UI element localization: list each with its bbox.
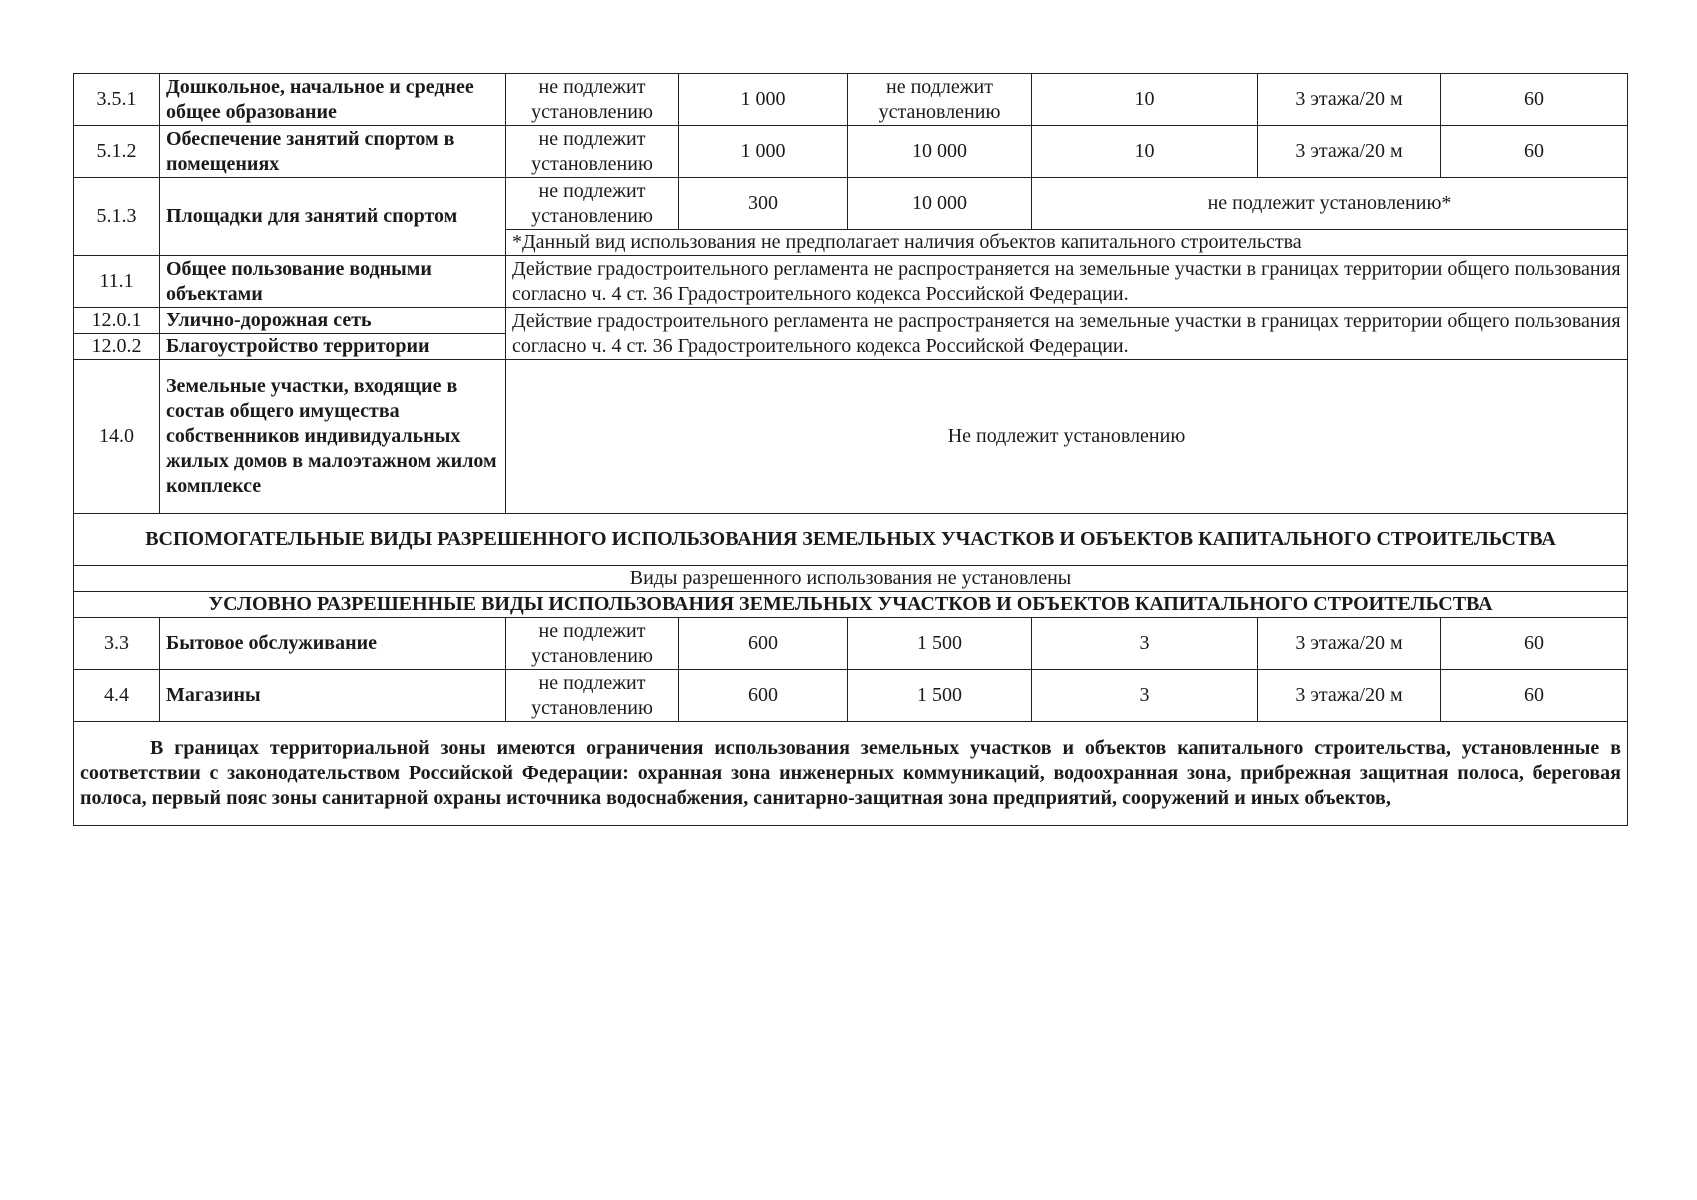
section-header-row <box>74 514 1628 566</box>
name-cell: Дошкольное, начальное и среднее общее образование <box>160 74 506 126</box>
height-cell: 3 этажа/20 м <box>1258 670 1441 722</box>
min-area-a-cell: не подлежит установлению <box>506 74 679 126</box>
min-area-a-cell: не подлежит установлению <box>506 178 679 230</box>
max-area-cell: 10 000 <box>848 126 1032 178</box>
table-row <box>74 360 1628 514</box>
min-area-cell: 600 <box>679 670 848 722</box>
coverage-cell: 60 <box>1441 74 1628 126</box>
table-row <box>74 618 1628 670</box>
name-cell: Площадки для занятий спортом <box>160 178 506 256</box>
table-row <box>74 74 1628 126</box>
code-cell: 5.1.3 <box>74 178 160 256</box>
restrictions-text: В границах территориальной зоны имеются ограничения использования земельных участков и объектов капитального строительства, установленные в соответствии с законодательством Российской Федерации: охранная зона инженерных коммуникаций, водоохранная зона, прибрежная защитная полоса, береговая полоса, первый пояс зоны санитарной охраны источника водоснабжения, санитарно-защитная зона предприятий, сооружений и иных объектов, <box>74 722 1628 826</box>
table-row <box>74 566 1628 592</box>
table-row <box>74 126 1628 178</box>
table-row <box>74 670 1628 722</box>
name-cell: Улично-дорожная сеть <box>160 308 506 334</box>
min-area-a-cell: не подлежит установлению <box>506 126 679 178</box>
name-cell: Бытовое обслуживание <box>160 618 506 670</box>
max-area-cell: 10 000 <box>848 178 1032 230</box>
code-cell: 12.0.2 <box>74 334 160 360</box>
coverage-cell: 60 <box>1441 670 1628 722</box>
min-area-cell: 600 <box>679 618 848 670</box>
code-cell: 14.0 <box>74 360 160 514</box>
code-cell: 3.5.1 <box>74 74 160 126</box>
name-cell: Магазины <box>160 670 506 722</box>
coverage-cell: 60 <box>1441 126 1628 178</box>
auxiliary-note-cell: Виды разрешенного использования не установлены <box>74 566 1628 592</box>
code-cell: 5.1.2 <box>74 126 160 178</box>
name-cell: Благоустройство территории <box>160 334 506 360</box>
regulation-text-cell: Действие градостроительного регламента не распространяется на земельные участки в границах территории общего пользования согласно ч. 4 ст. 36 Градостроительного кодекса Российской Федерации. <box>506 308 1628 360</box>
name-cell: Обеспечение занятий спортом в помещениях <box>160 126 506 178</box>
min-area-a-cell: не подлежит установлению <box>506 618 679 670</box>
code-cell: 12.0.1 <box>74 308 160 334</box>
indent-cell: 10 <box>1032 74 1258 126</box>
regulation-text-cell: Действие градостроительного регламента не распространяется на земельные участки в границах территории общего пользования согласно ч. 4 ст. 36 Градостроительного кодекса Российской Федерации. <box>506 256 1628 308</box>
min-area-cell: 1 000 <box>679 126 848 178</box>
section-heading-auxiliary: ВСПОМОГАТЕЛЬНЫЕ ВИДЫ РАЗРЕШЕННОГО ИСПОЛЬЗОВАНИЯ ЗЕМЕЛЬНЫХ УЧАСТКОВ И ОБЪЕКТОВ КАПИТАЛЬНОГО СТРОИТЕЛЬСТВА <box>74 514 1628 566</box>
table-row <box>74 178 1628 230</box>
max-area-cell: не подлежит установлению <box>848 74 1032 126</box>
coverage-cell: 60 <box>1441 618 1628 670</box>
indent-cell: 3 <box>1032 670 1258 722</box>
code-cell: 11.1 <box>74 256 160 308</box>
height-cell: 3 этажа/20 м <box>1258 126 1441 178</box>
section-heading-conditional: УСЛОВНО РАЗРЕШЕННЫЕ ВИДЫ ИСПОЛЬЗОВАНИЯ ЗЕМЕЛЬНЫХ УЧАСТКОВ И ОБЪЕКТОВ КАПИТАЛЬНОГО СТРОИТЕЛЬСТВА <box>74 592 1628 618</box>
section-header-row <box>74 592 1628 618</box>
name-cell: Общее пользование водными объектами <box>160 256 506 308</box>
indent-cell: 10 <box>1032 126 1258 178</box>
min-area-a-cell: не подлежит установлению <box>506 670 679 722</box>
not-established-cell: Не подлежит установлению <box>506 360 1628 514</box>
table-row <box>74 256 1628 308</box>
indent-cell: 3 <box>1032 618 1258 670</box>
max-area-cell: 1 500 <box>848 670 1032 722</box>
name-cell: Земельные участки, входящие в состав общего имущества собственников индивидуальных жилых домов в малоэтажном жилом комплексе <box>160 360 506 514</box>
height-cell: 3 этажа/20 м <box>1258 74 1441 126</box>
min-area-cell: 300 <box>679 178 848 230</box>
height-cell: 3 этажа/20 м <box>1258 618 1441 670</box>
code-cell: 4.4 <box>74 670 160 722</box>
not-established-cell: не подлежит установлению* <box>1032 178 1628 230</box>
table-row <box>74 308 1628 334</box>
footnote-cell: *Данный вид использования не предполагает наличия объектов капитального строительства <box>506 230 1628 256</box>
min-area-cell: 1 000 <box>679 74 848 126</box>
max-area-cell: 1 500 <box>848 618 1032 670</box>
restrictions-row <box>74 722 1628 826</box>
code-cell: 3.3 <box>74 618 160 670</box>
regulation-table <box>73 73 1628 826</box>
